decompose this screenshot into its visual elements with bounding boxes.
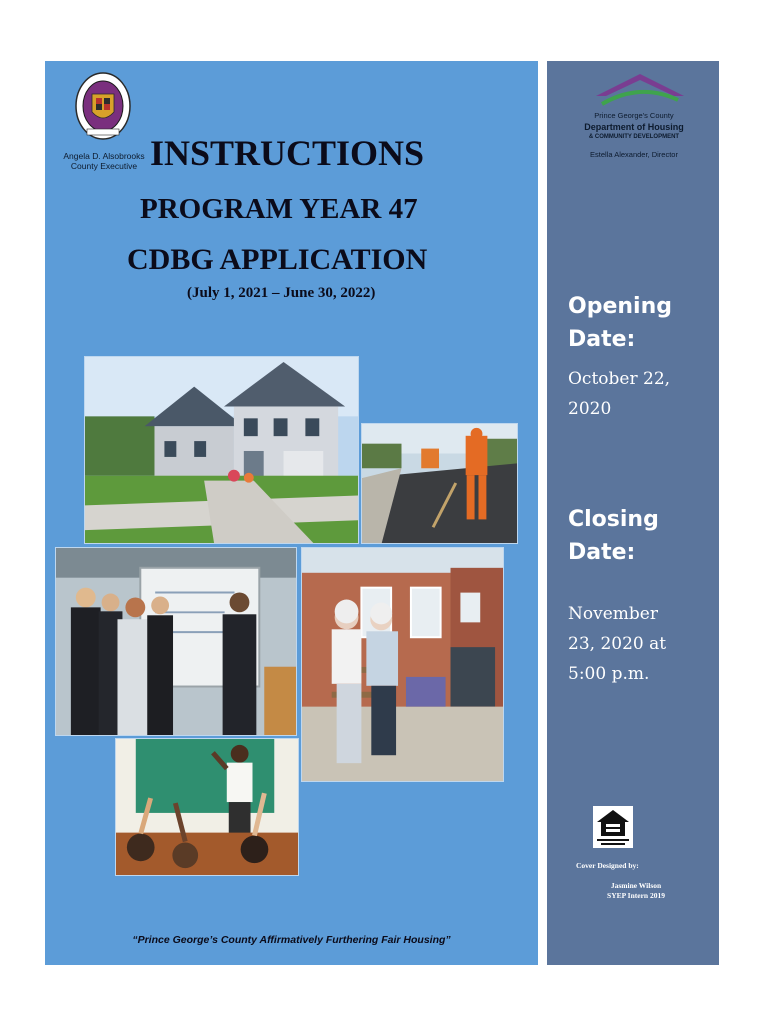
opening-date-heading [568,290,708,356]
program-period: (July 1, 2021 – June 30, 2022) [187,285,376,301]
opening-value-line2: 2020 [568,399,612,419]
director-name: Estella Alexander, Director [590,150,678,159]
department-subname: & COMMUNITY DEVELOPMENT [588,134,680,140]
cover-credit [576,881,696,901]
county-executive [52,151,156,171]
opening-heading-line2: Date: [568,327,636,352]
application-heading: CDBG APPLICATION [127,243,428,276]
housing-photo [84,356,359,544]
closing-date-heading [568,503,708,569]
department-county: Prince George's County [594,111,674,120]
closing-value-line1: November [568,604,658,624]
business-meeting-photo [55,547,297,736]
classroom-photo [115,738,299,876]
footer-quote: “Prince George’s County Affirmatively Furthering Fair Housing” [132,934,451,946]
executive-title: County Executive [70,161,138,171]
program-year-heading: PROGRAM YEAR 47 [140,193,418,225]
executive-name: Angela D. Alsobrooks [63,151,145,161]
county-seal-icon [75,72,131,140]
equal-housing-opportunity-icon [593,806,633,848]
closing-value-line2: 23, 2020 at [568,634,667,654]
closing-heading-line1: Closing [568,507,659,532]
page-title: INSTRUCTIONS [150,133,425,173]
closing-date-value [568,599,708,689]
seniors-photo [301,547,504,782]
opening-heading-line1: Opening [568,294,672,319]
department-logo-icon [592,70,688,110]
closing-heading-line2: Date: [568,540,636,565]
closing-value-line3: 5:00 p.m. [568,664,650,684]
cover-credit-label: Cover Designed by: [576,861,639,870]
road-work-photo [361,423,518,544]
opening-value-line1: October 22, [568,369,671,389]
credit-role: SYEP Intern 2019 [607,891,665,900]
department-name: Department of Housing [584,122,684,132]
opening-date-value [568,364,708,424]
credit-name: Jasmine Wilson [610,881,662,890]
